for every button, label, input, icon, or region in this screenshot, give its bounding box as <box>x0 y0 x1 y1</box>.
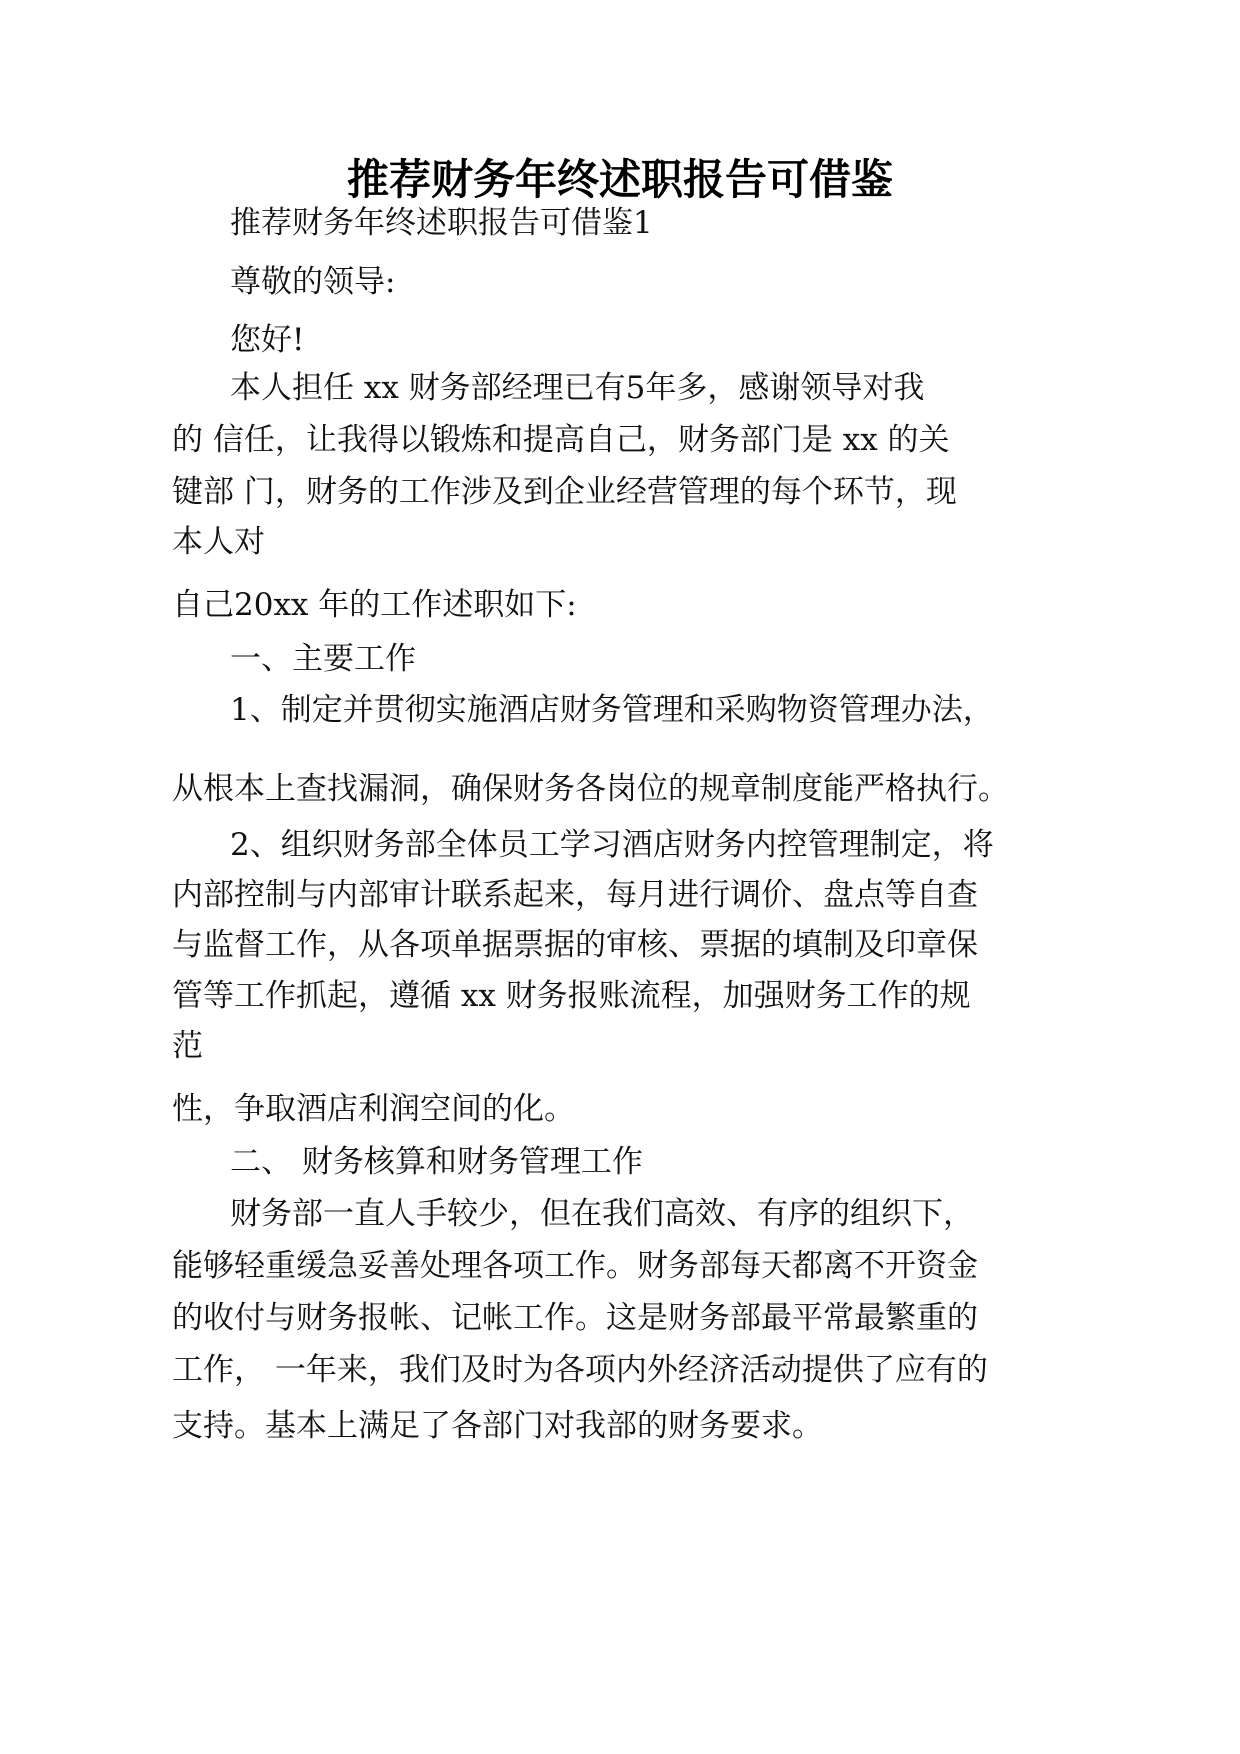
document-title: 推荐财务年终述职报告可借鉴 <box>346 155 893 204</box>
text-line: 的 信任，让我得以锻炼和提高自己，财务部门是 xx 的关 <box>172 422 950 458</box>
text-line: 财务部一直人手较少，但在我们高效、有序的组织下， <box>230 1196 974 1232</box>
text-line-subtitle: 推荐财务年终述职报告可借鉴1 <box>230 205 653 241</box>
text-line: 自己20xx 年的工作述职如下: <box>172 587 577 623</box>
section-heading-1: 一、主要工作 <box>230 641 416 677</box>
text-line-greeting: 您好! <box>230 322 305 358</box>
text-line: 管等工作抓起，遵循 xx 财务报账流程，加强财务工作的规 <box>172 978 971 1014</box>
text-line: 与监督工作，从各项单据票据的审核、票据的填制及印章保 <box>172 927 978 963</box>
text-line: 能够轻重缓急妥善处理各项工作。财务部每天都离不开资金 <box>172 1248 978 1284</box>
text-line: 1、制定并贯彻实施酒店财务管理和采购物资管理办法， <box>230 692 994 728</box>
text-line: 本人对 <box>172 524 265 560</box>
text-line: 性，争取酒店利润空间的化。 <box>172 1091 575 1127</box>
text-line: 从根本上查找漏洞，确保财务各岗位的规章制度能严格执行。 <box>172 771 1009 807</box>
text-line-salutation: 尊敬的领导: <box>230 264 396 300</box>
section-heading-2: 二、 财务核算和财务管理工作 <box>230 1144 643 1180</box>
text-line: 的收付与财务报帐、记帐工作。这是财务部最平常最繁重的 <box>172 1300 978 1336</box>
text-line: 2、组织财务部全体员工学习酒店财务内控管理制定，将 <box>230 827 994 863</box>
text-line: 支持。基本上满足了各部门对我部的财务要求。 <box>172 1408 823 1444</box>
text-line: 键部 门，财务的工作涉及到企业经营管理的每个环节，现 <box>172 474 957 510</box>
text-line: 内部控制与内部审计联系起来，每月进行调价、盘点等自查 <box>172 877 978 913</box>
text-line: 本人担任 xx 财务部经理已有5年多，感谢领导对我 <box>230 370 925 406</box>
text-line: 工作， 一年来，我们及时为各项内外经济活动提供了应有的 <box>172 1352 988 1388</box>
text-line: 范 <box>172 1028 203 1064</box>
